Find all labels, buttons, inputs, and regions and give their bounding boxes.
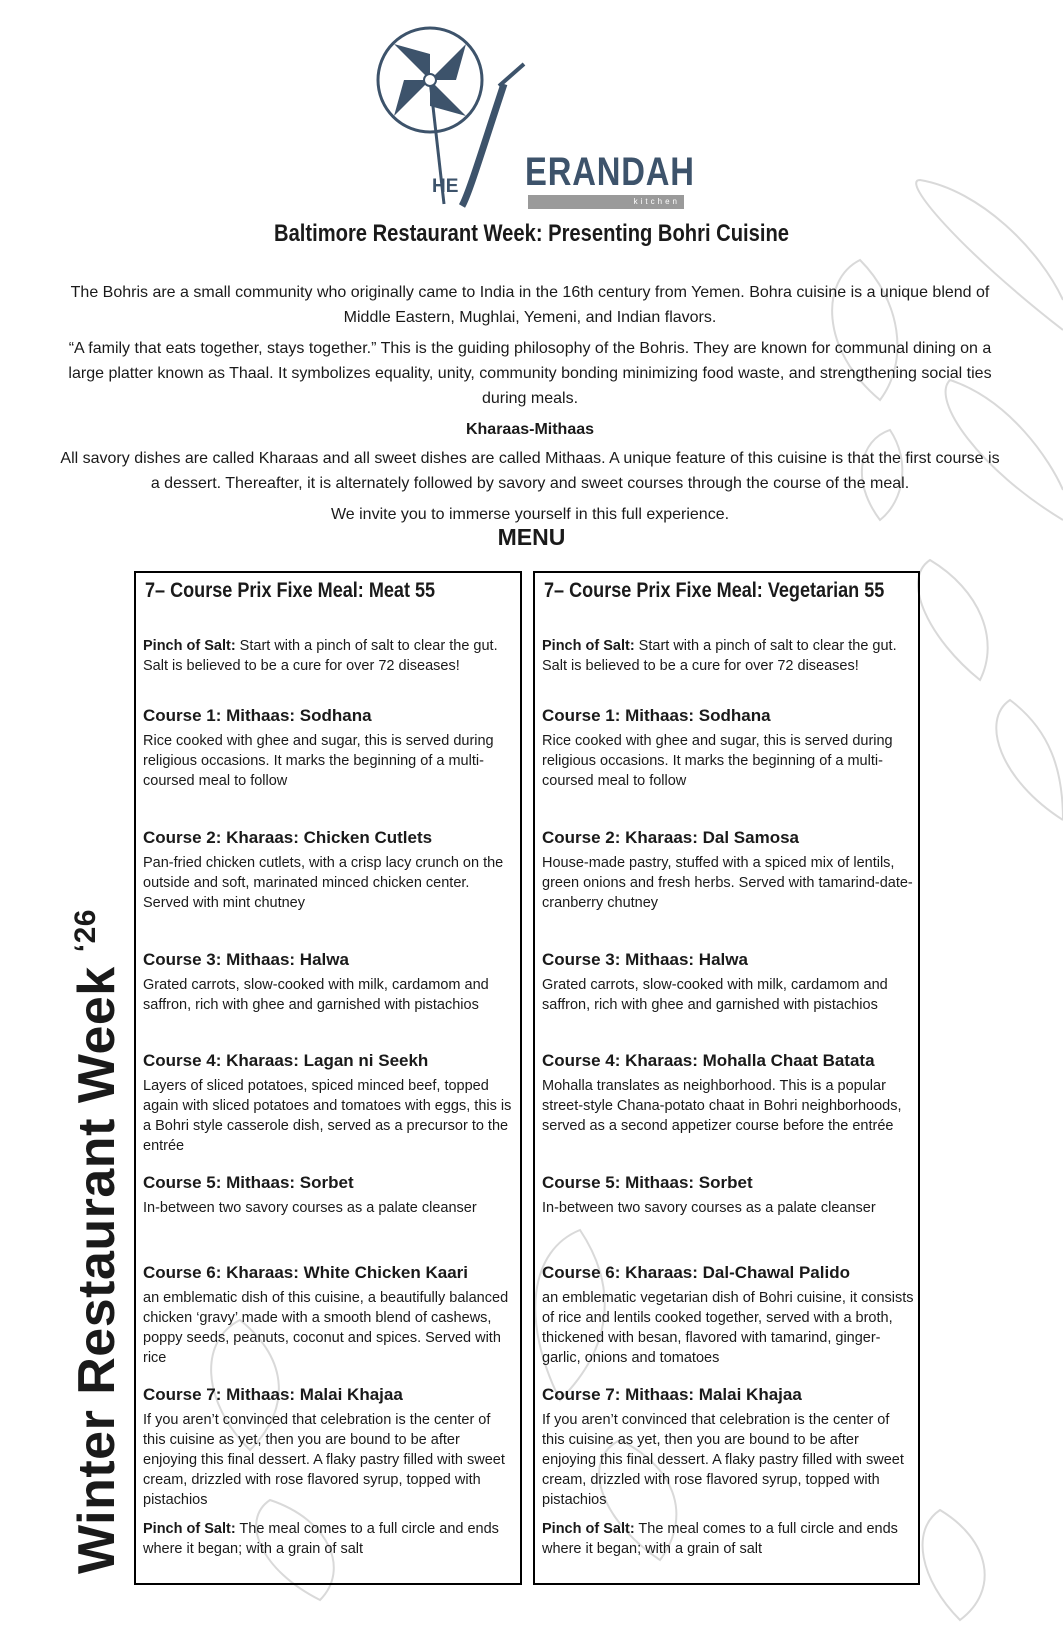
course-title: Course 7: Mithaas: Malai Khajaa [542, 1385, 802, 1404]
logo-subtitle: kitchen [633, 197, 680, 206]
menu-title: 7– Course Prix Fixe Meal: Meat 55 [145, 579, 436, 602]
menu-column-meat [134, 571, 522, 1585]
course-title: Course 6: Kharaas: Dal-Chawal Palido [542, 1263, 850, 1282]
intro-paragraph: We invite you to immerse yourself in this full experience. [330, 506, 730, 523]
menu-heading: MENU [497, 524, 566, 550]
intro-section [60, 280, 1000, 533]
course-description: Mohalla translates as neighborhood. This is a popular street-style Chana-potato chaat in Bohri neighborhoods, served as a second appetizer course before the entrée [542, 1078, 902, 1134]
course-description: In-between two savory courses as a palate cleanser [542, 1200, 876, 1216]
course-description: If you aren’t convinced that celebration is the center of this cuisine as yet, then you are bound to be after enjoying this final dessert. A flaky pastry filled with sweet cream, drizzled with rose flavored syrup, topped with pistachios [143, 1412, 505, 1508]
course-item [542, 706, 914, 791]
logo-prefix: HE [432, 176, 459, 197]
course-description: Rice cooked with ghee and sugar, this is served during religious occasions. It marks the beginning of a multi-coursed meal to follow [542, 733, 893, 789]
course-title: Course 1: Mithaas: Sodhana [143, 706, 372, 725]
pinch-of-salt-end: Pinch of Salt: The meal comes to a full circle and ends where it began; with a grain of salt [542, 1521, 898, 1557]
side-banner-year: ‘26 [69, 909, 102, 953]
course-item [542, 1263, 914, 1368]
menu-title: 7– Course Prix Fixe Meal: Vegetarian 55 [544, 579, 885, 602]
course-title: Course 3: Mithaas: Halwa [143, 950, 349, 969]
course-title: Course 2: Kharaas: Dal Samosa [542, 828, 799, 847]
course-title: Course 1: Mithaas: Sodhana [542, 706, 771, 725]
course-item [143, 950, 515, 1015]
side-banner [66, 594, 128, 1574]
course-title: Course 6: Kharaas: White Chicken Kaari [143, 1263, 468, 1282]
course-item [143, 706, 515, 791]
side-banner-text: Winter Restaurant Week [68, 966, 126, 1574]
course-item [143, 1385, 515, 1510]
logo-wordmark: ERANDAH [525, 150, 695, 194]
pinch-of-salt-start: Pinch of Salt: Start with a pinch of salt to clear the gut. Salt is believed to be a cure for over 72 diseases! [143, 638, 498, 674]
course-description: House-made pastry, stuffed with a spiced mix of lentils, green onions and fresh herbs. Served with tamarind-date-cranberry chutney [542, 855, 913, 911]
intro-subheading: Kharaas-Mithaas [465, 421, 595, 438]
course-title: Course 5: Mithaas: Sorbet [542, 1173, 753, 1192]
course-title: Course 7: Mithaas: Malai Khajaa [143, 1385, 403, 1404]
course-item [542, 950, 914, 1015]
course-description: If you aren’t convinced that celebration is the center of this cuisine as yet, then you are bound to be after enjoying this final dessert. A flaky pastry filled with sweet cream, drizzled with rose flavored syrup, topped with pistachios [542, 1412, 904, 1508]
course-description: Rice cooked with ghee and sugar, this is served during religious occasions. It marks the beginning of a multi-coursed meal to follow [143, 733, 494, 789]
intro-paragraph: All savory dishes are called Kharaas and all sweet dishes are called Mithaas. A unique feature of this cuisine is that the first course is a dessert. Thereafter, it is alternately followed by savory and sweet courses through the course of the meal. [60, 450, 1000, 492]
course-title: Course 5: Mithaas: Sorbet [143, 1173, 354, 1192]
page-title: Baltimore Restaurant Week: Presenting Bohri Cuisine [274, 220, 789, 247]
course-description: Grated carrots, slow-cooked with milk, cardamom and saffron, rich with ghee and garnished with pistachios [542, 977, 888, 1013]
course-description: Pan-fried chicken cutlets, with a crisp lacy crunch on the outside and soft, marinated minced chicken center. Served with mint chutney [143, 855, 504, 911]
course-item [143, 1263, 515, 1368]
intro-paragraph: The Bohris are a small community who originally came to India in the 16th century from Yemen. Bohra cuisine is a unique blend of Middle Eastern, Mughlai, Yemeni, and Indian flavors. [70, 284, 990, 326]
course-description: an emblematic vegetarian dish of Bohri cuisine, it consists of rice and lentils cooked together, served with a broth, thickened with besan, flavored with tamarind, ginger-garlic, onions and tomatoes [542, 1290, 914, 1366]
course-description: In-between two savory courses as a palate cleanser [143, 1200, 477, 1216]
course-item [542, 1385, 914, 1510]
pinch-of-salt-end: Pinch of Salt: The meal comes to a full circle and ends where it began; with a grain of salt [143, 1521, 499, 1557]
intro-paragraph: “A family that eats together, stays together.” This is the guiding philosophy of the Bohris. They are known for communal dining on a large platter known as Thaal. It symbolizes equality, unity, community bonding minimizing food waste, and strengthening social ties during meals. [68, 340, 992, 407]
course-item [143, 1173, 515, 1218]
course-description: an emblematic dish of this cuisine, a beautifully balanced chicken ‘gravy’ made with a smooth blend of cashews, poppy seeds, peanuts, coconut and spices. Served with rice [143, 1290, 509, 1366]
course-title: Course 2: Kharaas: Chicken Cutlets [143, 828, 433, 847]
course-item [542, 1051, 914, 1136]
course-title: Course 4: Kharaas: Lagan ni Seekh [143, 1051, 429, 1070]
pinch-of-salt-start: Pinch of Salt: Start with a pinch of salt to clear the gut. Salt is believed to be a cure for over 72 diseases! [542, 638, 897, 674]
course-description: Layers of sliced potatoes, spiced minced beef, topped again with sliced potatoes and tomatoes with eggs, this is a Bohri style casserole dish, served as a precursor to the entrée [143, 1078, 512, 1154]
course-item [542, 828, 914, 913]
logo-subtitle-bar [528, 195, 684, 209]
course-title: Course 4: Kharaas: Mohalla Chaat Batata [542, 1051, 875, 1070]
course-item [143, 1051, 515, 1156]
course-item [143, 828, 515, 913]
course-item [542, 1173, 914, 1218]
menu-column-vegetarian [533, 571, 920, 1585]
course-description: Grated carrots, slow-cooked with milk, cardamom and saffron, rich with ghee and garnished with pistachios [143, 977, 489, 1013]
course-title: Course 3: Mithaas: Halwa [542, 950, 748, 969]
